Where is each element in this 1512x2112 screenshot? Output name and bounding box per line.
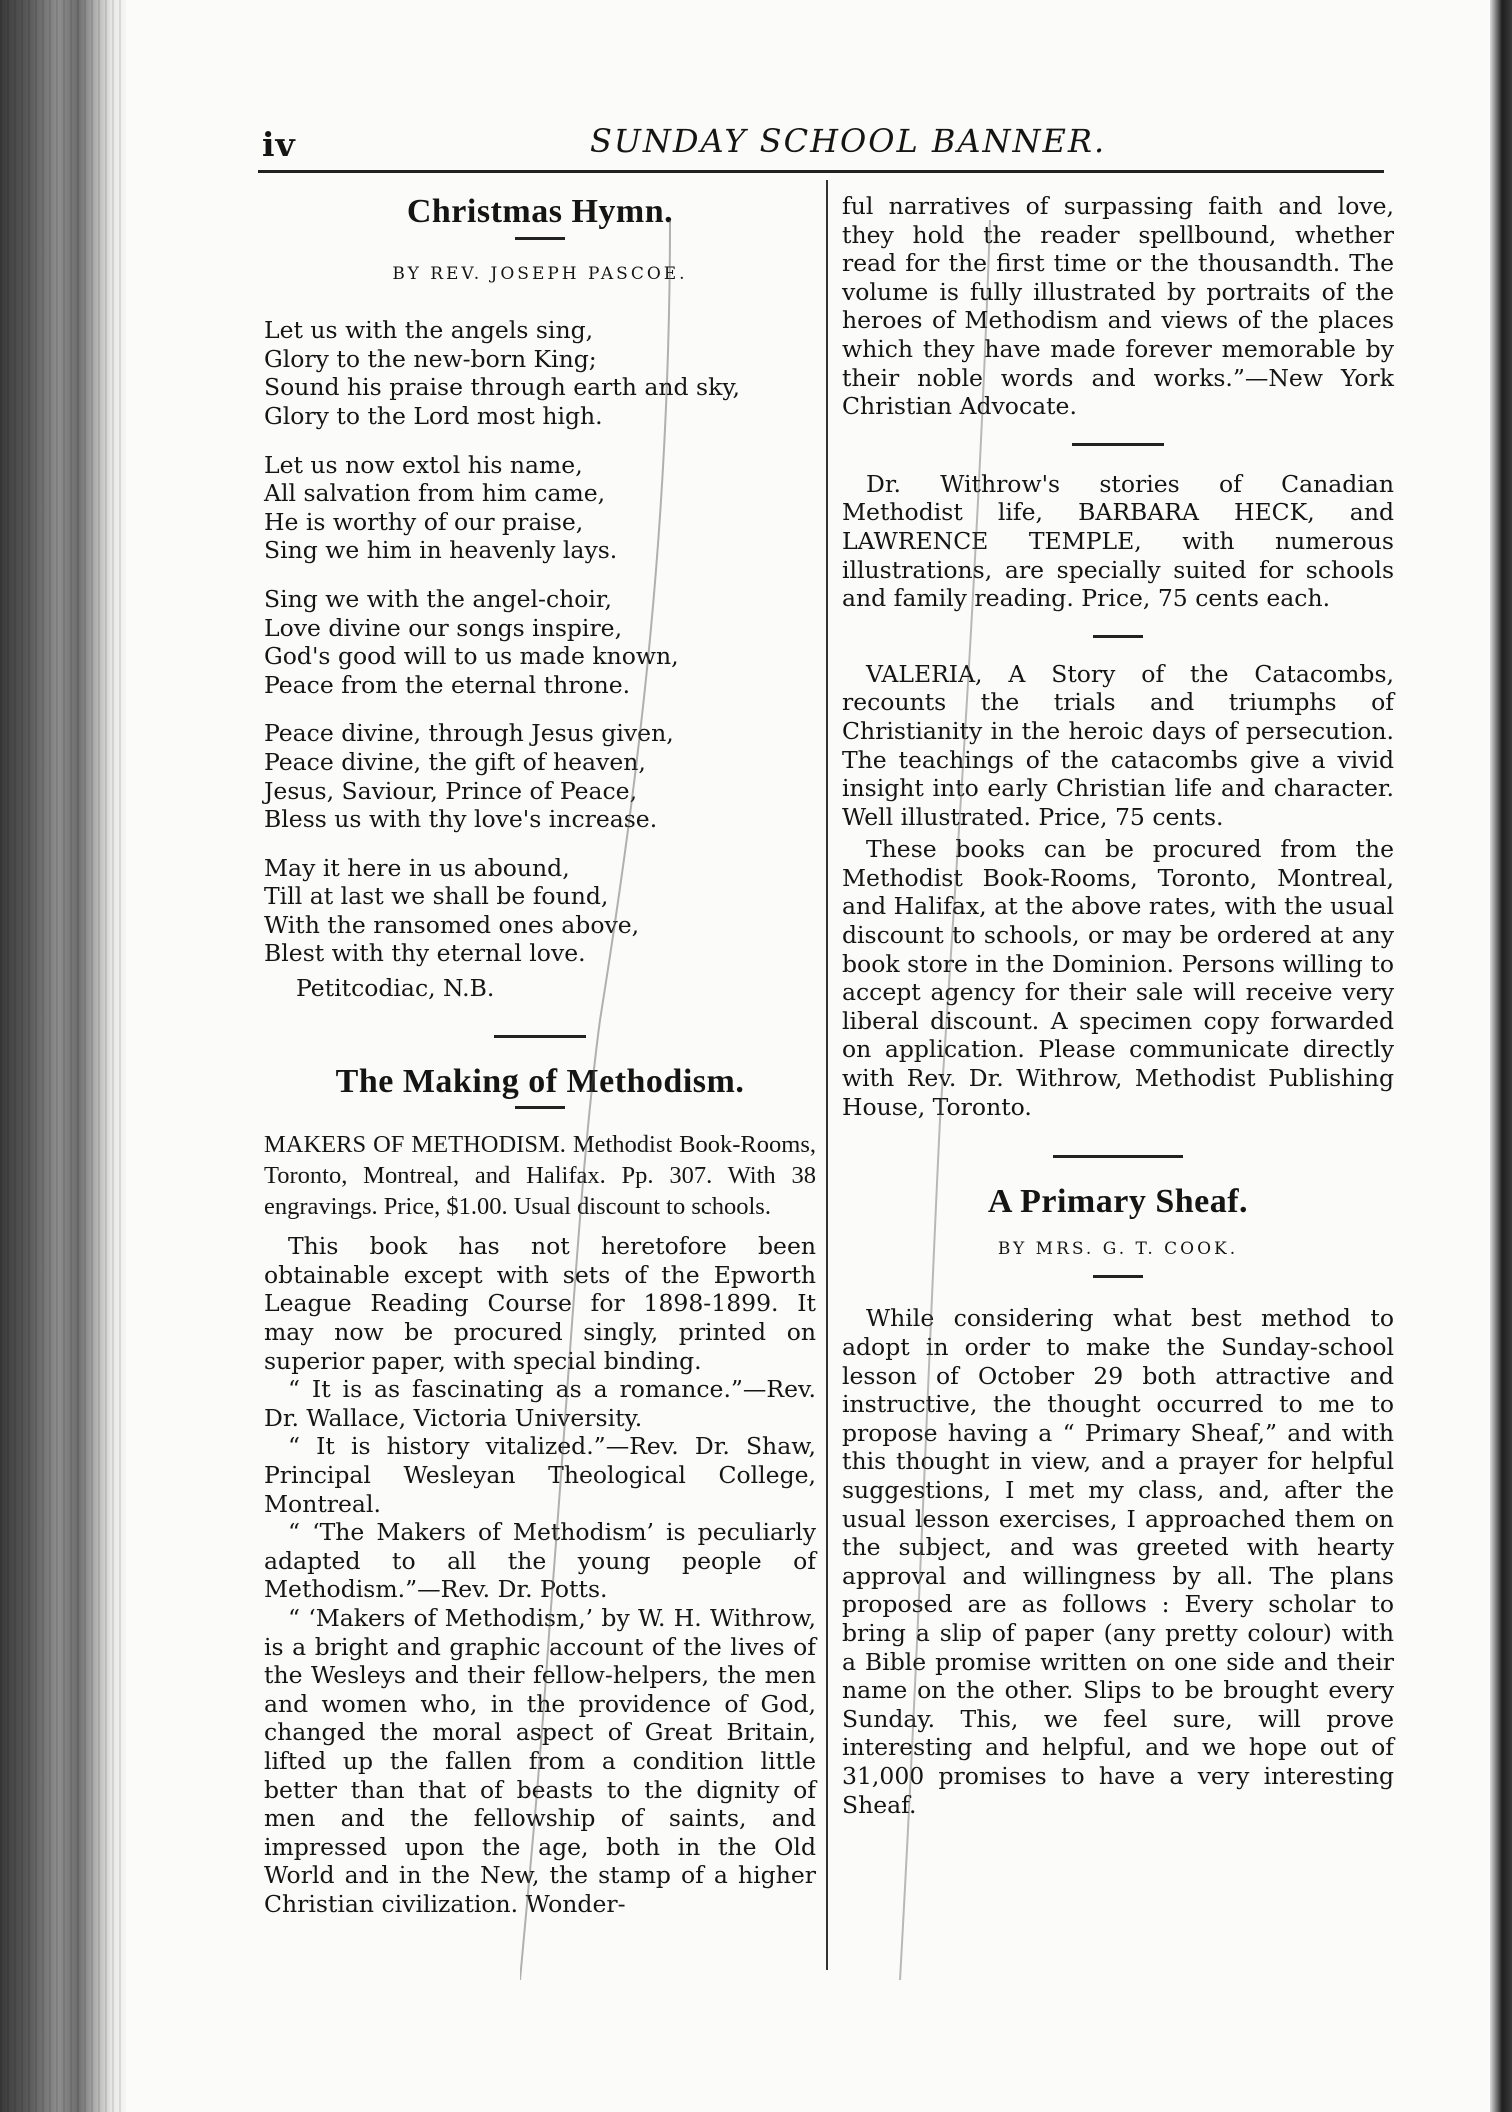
continued-paragraph: ful narratives of surpassing faith and love, they hold the reader spellbound, whether read for the first time or the thousandth. The volume is fully illustrated by portraits of the heroes of Methodism and views of the places which they have made forever memorable by their noble words and works.”—New York Christian Advocate.: [842, 192, 1394, 421]
hymn-line: Glory to the new-born King;: [264, 344, 597, 373]
hymn-line: Peace divine, the gift of heaven,: [264, 747, 646, 776]
header-rule: [258, 170, 1384, 173]
hymn-line: Till at last we shall be found,: [264, 882, 609, 911]
hymn-line: May it here in us abound,: [264, 853, 570, 882]
methodism-quote: “ It is history vitalized.”—Rev. Dr. Shaw, Principal Wesleyan Theological College, Montreal.: [264, 1432, 816, 1518]
methodism-paragraphs: [264, 1232, 816, 1918]
title-rule: [1093, 1275, 1143, 1278]
right-scan-edge: [1490, 0, 1512, 2112]
hymn-stanza: [264, 585, 816, 699]
hymn-byline: BY REV. JOSEPH PASCOE.: [392, 263, 688, 284]
sheaf-title: A Primary Sheaf.: [987, 1183, 1249, 1221]
right-column: [842, 192, 1394, 1833]
section-rule: [1093, 635, 1143, 638]
hymn-line: Love divine our songs inspire,: [264, 613, 623, 642]
sheaf-body: While considering what best method to adopt in order to make the Sunday-school lesson of October 29 both attractive and instructive, the thought occurred to me to propose having a “ Primary Sheaf,” and with this thought in view, and a prayer for helpful suggestions, I met my class, and, after the usual lesson exercises, I approached them on the subject, and was greeted with hearty approval and willingness by all. The plans proposed are as follows : Every scholar to bring a slip of paper (any pretty colour) with a Bible promise written on one side and their name on the other. Slips to be brought every Sunday. This, we feel sure, will prove interesting and helpful, and we hope out of 31,000 promises to have a very interesting Sheaf.: [842, 1304, 1394, 1819]
book-notice: MAKERS OF METHODISM. Methodist Book-Rooms, Toronto, Montreal, and Halifax. Pp. 307. With 38 engravings. Price, $1.00. Usual discount to schools.: [264, 1131, 816, 1221]
hymn-stanza: [264, 854, 816, 968]
methodism-quote: “ ‘The Makers of Methodism’ is peculiarly adapted to all the young people of Methodism.”—Rev. Dr. Potts.: [264, 1518, 816, 1604]
hymn-stanza: [264, 316, 816, 430]
hymn-line: Glory to the Lord most high.: [264, 401, 603, 430]
valeria-paragraph: VALERIA, A Story of the Catacombs, recounts the trials and triumphs of Christianity in the heroic days of persecution. The teachings of the catacombs give a vivid insight into early Christian life and character. Well illustrated. Price, 75 cents.: [842, 659, 1394, 831]
sheaf-byline: BY MRS. G. T. COOK.: [997, 1238, 1239, 1259]
hymn-line: Sound his praise through earth and sky,: [264, 373, 740, 402]
hymn-line: Jesus, Saviour, Prince of Peace,: [264, 776, 638, 805]
methodism-paragraph: This book has not heretofore been obtainable except with sets of the Epworth League Reading Course for 1898-1899. It may now be procured singly, printed on superior paper, with special binding.: [264, 1232, 816, 1375]
title-rule: [515, 237, 565, 240]
hymn-line: All salvation from him came,: [264, 479, 606, 508]
hymn-title: Christmas Hymn.: [406, 193, 674, 230]
hymn-line: Blest with thy eternal love.: [264, 939, 586, 968]
hymn-line: With the ransomed ones above,: [264, 910, 640, 939]
hymn-stanza: [264, 719, 816, 833]
page-number: iv: [262, 125, 296, 164]
hymn-line: Sing we with the angel-choir,: [264, 584, 613, 613]
methodism-quote: “ ‘Makers of Methodism,’ by W. H. Withrow, is a bright and graphic account of the lives of the Wesleys and their fellow-helpers, the men and women who, in the providence of God, changed the moral aspect of Great Britain, lifted up the fallen from a condition little better than that of beasts to the dignity of men and the fellowship of saints, and impressed upon the age, both in the Old World and in the New, the stamp of a higher Christian civilization. Wonder-: [264, 1603, 816, 1918]
hymn-line: He is worthy of our praise,: [264, 507, 584, 536]
running-title: SUNDAY SCHOOL BANNER.: [590, 122, 1107, 160]
hymn-line: Sing we him in heavenly lays.: [264, 536, 618, 565]
hymn-signoff: Petitcodiac, N.B.: [296, 974, 495, 1003]
hymn-line: Peace from the eternal throne.: [264, 670, 631, 699]
hymn-line: Bless us with thy love's increase.: [264, 805, 658, 834]
column-divider: [826, 180, 828, 1970]
methodism-notice: [264, 1129, 816, 1222]
hymn-line: Let us with the angels sing,: [264, 316, 594, 345]
binding-page-edges: [0, 0, 126, 2112]
section-rule: [494, 1035, 586, 1038]
left-column: [264, 186, 816, 1919]
methodism-quote: “ It is as fascinating as a romance.”—Rev. Dr. Wallace, Victoria University.: [264, 1375, 816, 1432]
section-rule: [1053, 1155, 1183, 1158]
withrow-stories-paragraph: Dr. Withrow's stories of Canadian Methodist life, BARBARA HECK, and LAWRENCE TEMPLE, with numerous illustrations, are specially suited for schools and family reading. Price, 75 cents each.: [842, 469, 1394, 613]
hymn-line: Peace divine, through Jesus given,: [264, 719, 674, 748]
methodism-title: The Making of Methodism.: [335, 1062, 745, 1100]
section-rule: [1072, 443, 1164, 446]
hymn-line: God's good will to us made known,: [264, 642, 679, 671]
hymn-stanza: [264, 451, 816, 565]
hymn-line: Let us now extol his name,: [264, 450, 583, 479]
procure-paragraph: These books can be procured from the Methodist Book-Rooms, Toronto, Montreal, and Halifax, at the above rates, with the usual discount to schools, or may be ordered at any book store in the Dominion. Persons willing to accept agency for their sale will receive very liberal discount. A specimen copy forwarded on application. Please communicate directly with Rev. Dr. Withrow, Methodist Publishing House, Toronto.: [842, 835, 1394, 1121]
title-rule: [515, 1106, 565, 1109]
